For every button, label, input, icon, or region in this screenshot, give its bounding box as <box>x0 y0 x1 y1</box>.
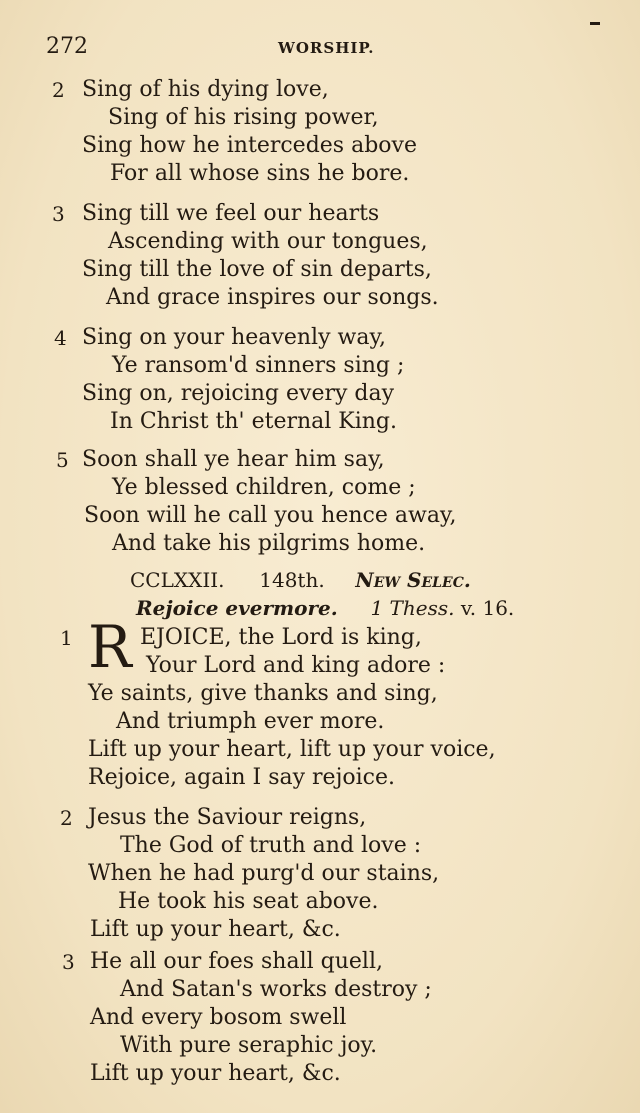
reference-verse: v. 16. <box>460 596 515 620</box>
verse-line: Sing how he intercedes above <box>82 133 417 158</box>
verse-line: Sing on your heavenly way, <box>82 325 386 350</box>
verse-line: Sing till the love of sin departs, <box>82 257 432 282</box>
verse-line: For all whose sins he bore. <box>110 161 410 186</box>
verse-line: Lift up your heart, &c. <box>90 1061 341 1086</box>
page-number: 272 <box>46 34 88 59</box>
verse-line: Ye ransom'd sinners sing ; <box>112 353 405 378</box>
verse-line: Ascending with our tongues, <box>108 229 428 254</box>
verse-line: Ye saints, give thanks and sing, <box>88 681 438 706</box>
verse-line: And grace inspires our songs. <box>106 285 439 310</box>
stanza-number: 2 <box>60 806 73 830</box>
verse-line: Ye blessed children, come ; <box>112 475 416 500</box>
verse-line: And take his pilgrims home. <box>112 531 426 556</box>
hymn-meter: 148th. <box>259 568 325 592</box>
stanza-number: 2 <box>52 78 65 102</box>
verse-line: Sing till we feel our hearts <box>82 201 380 226</box>
stanza-number: 3 <box>52 202 65 226</box>
page-header <box>46 34 600 64</box>
verse-line: Sing of his dying love, <box>82 77 329 102</box>
verse-line: Sing on, rejoicing every day <box>82 381 395 406</box>
drop-cap: R <box>88 613 132 681</box>
verse-line: In Christ th' eternal King. <box>110 409 398 434</box>
hymn-numeral: CCLXXII. <box>130 568 225 592</box>
hymn-subtitle-line <box>136 594 514 622</box>
stanza-number: 4 <box>54 326 67 350</box>
stanza-number: 5 <box>56 448 69 472</box>
verse-line: Soon will he call you hence away, <box>84 503 457 528</box>
verse-line: EJOICE, the Lord is king, <box>140 625 422 650</box>
verse-line: With pure seraphic joy. <box>120 1033 378 1058</box>
stanza-number: 3 <box>62 950 75 974</box>
verse-line: Lift up your heart, &c. <box>90 917 341 942</box>
verse-line: He took his seat above. <box>118 889 379 914</box>
running-head: WORSHIP. <box>278 39 375 57</box>
hymn-source: New Selec. <box>355 568 471 592</box>
verse-line: Lift up your heart, lift up your voice, <box>88 737 496 762</box>
stanza-number: 1 <box>60 626 73 650</box>
verse-line: Rejoice, again I say rejoice. <box>88 765 396 790</box>
verse-line: Your Lord and king adore : <box>146 653 446 678</box>
verse-line: And triumph ever more. <box>116 709 385 734</box>
verse-line: And every bosom swell <box>90 1005 347 1030</box>
verse-line: And Satan's works destroy ; <box>120 977 432 1002</box>
header-mark <box>590 22 600 25</box>
hymn-heading <box>130 566 471 594</box>
reference-book: 1 Thess. <box>370 596 455 620</box>
hymn-subtitle: Rejoice evermore. <box>136 596 338 620</box>
verse-line: Sing of his rising power, <box>108 105 379 130</box>
verse-line: Soon shall ye hear him say, <box>82 447 385 472</box>
verse-line: The God of truth and love : <box>120 833 422 858</box>
verse-line: He all our foes shall quell, <box>90 949 383 974</box>
verse-line: When he had purg'd our stains, <box>88 861 440 886</box>
verse-line: Jesus the Saviour reigns, <box>88 805 367 830</box>
